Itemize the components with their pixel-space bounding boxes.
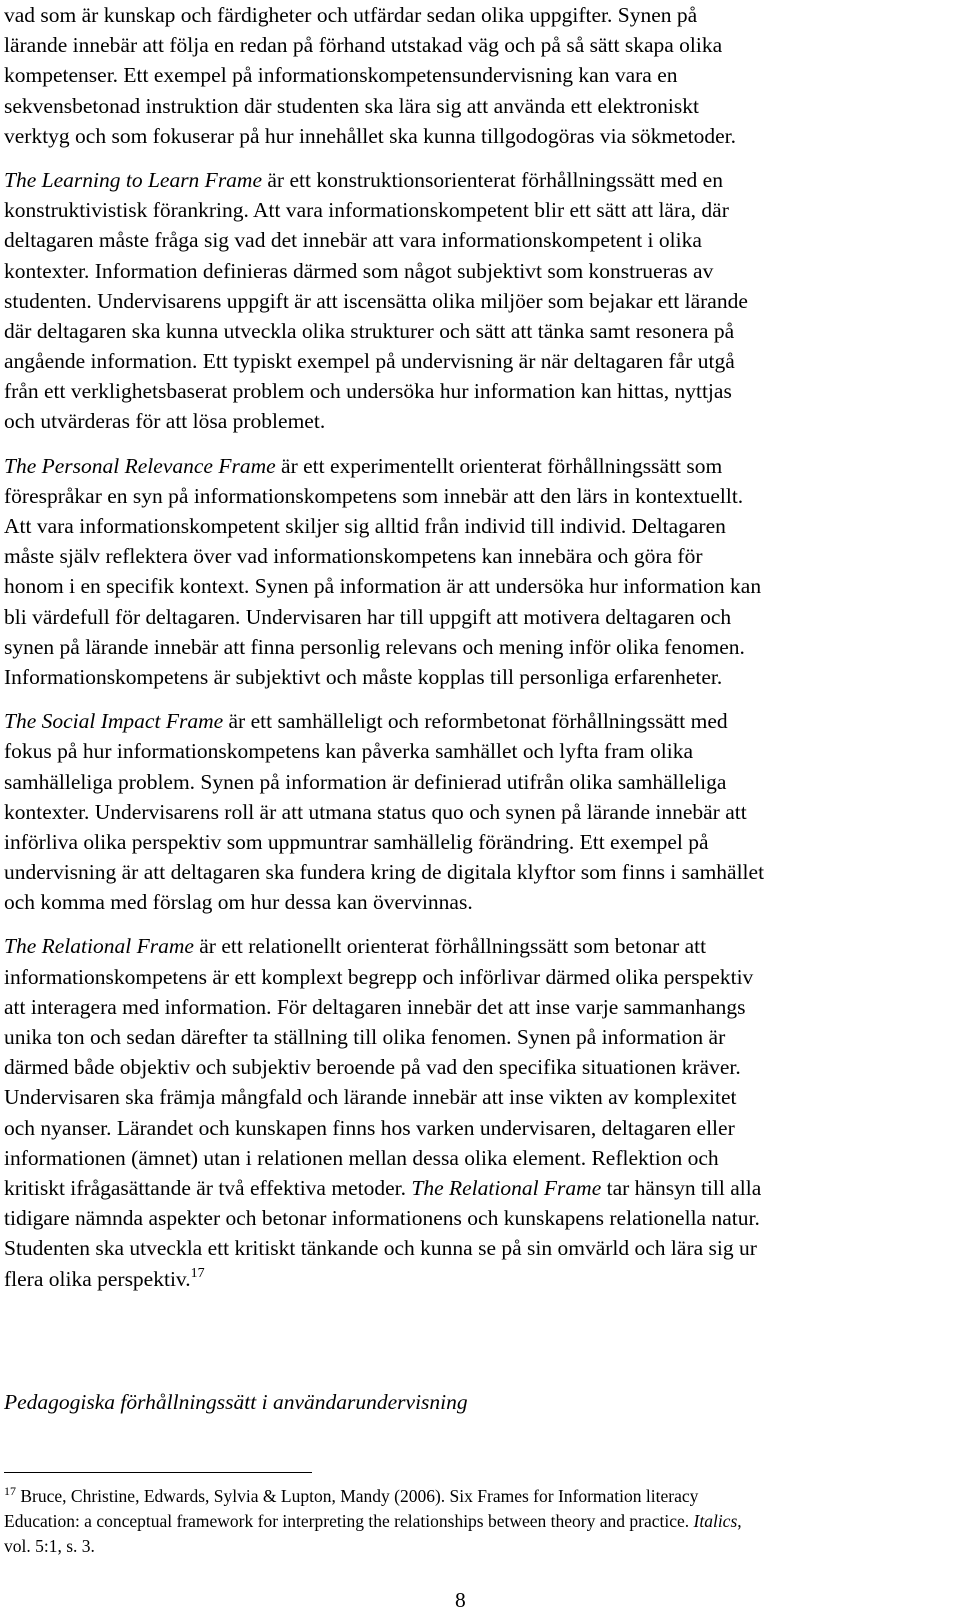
text-line: kontexter. Information definieras därmed som något subjektivt som konstrueras av <box>4 258 714 283</box>
text-line: där deltagaren ska kunna utveckla olika strukturer och sätt att tänka samt resonera på <box>4 318 735 343</box>
text-line: Undervisaren ska främja mångfald och lärande innebär att inse vikten av komplexitet <box>4 1085 737 1110</box>
paragraph-relational: The Relational Frame är ett relationellt orienterat förhållningssätt som betonar att <box>4 934 707 959</box>
text-line: måste själv reflektera över vad informationskompetens kan innebära och göra för <box>4 544 703 569</box>
text-line: därmed både objektiv och subjektiv beroende på vad den specifika situationen kräver. <box>4 1055 741 1080</box>
text-line: införliva olika perspektiv som uppmuntrar samhällelig förändring. Ett exempel på <box>4 829 709 854</box>
footnote-line: $^{17}$ Bruce, Christine, Edwards, Sylvia & Lupton, Mandy (2006). Six Frames for Information literacy <box>4 1484 699 1506</box>
section-heading: Pedagogiska förhållningssätt i användarundervisning <box>4 1390 468 1414</box>
footnote-divider <box>4 1472 312 1473</box>
text-line: från ett verklighetsbaserat problem och undersöka hur information kan hittas, nyttjas <box>4 379 732 404</box>
page-number: 8 <box>455 1588 466 1612</box>
text-line: kritiskt ifrågasättande är två effektiva metoder. The Relational Frame tar hänsyn till alla <box>4 1175 762 1200</box>
text-line: fokus på hur informationskompetens kan påverka samhället och lyfta fram olika <box>4 739 693 764</box>
text-line: deltagaren måste fråga sig vad det innebär att vara informationskompetent i olika <box>4 228 702 253</box>
text-line: förespråkar en syn på informationskompetens som innebär att den lärs in kontextuellt. <box>4 483 744 508</box>
text-line: konstruktivistisk förankring. Att vara informationskompetent blir ett sätt att lära, där <box>4 198 729 223</box>
paragraph-social-impact: The Social Impact Frame är ett samhälleligt och reformbetonat förhållningssätt med <box>4 709 728 734</box>
frame-name: The Relational Frame <box>4 934 194 959</box>
footnote-line: vol. 5:1, s. 3. <box>4 1536 95 1556</box>
text-line: studenten. Undervisarens uppgift är att iscensätta olika miljöer som bejakar ett lärande <box>4 288 748 313</box>
text-line: sekvensbetonad instruktion där studenten ska lära sig att använda ett elektroniskt <box>4 93 699 118</box>
document-body <box>4 0 932 1294</box>
text-line: att interagera med information. För deltagaren innebär det att inse varje sammanhangs <box>4 994 746 1019</box>
text-line: tidigare nämnda aspekter och betonar informationens och kunskapens relationella natur. <box>4 1206 760 1231</box>
footnote-line: Education: a conceptual framework for interpreting the relationships between theory and practice. Italics, <box>4 1511 742 1531</box>
text-line: Att vara informationskompetent skiljer sig alltid från individ till individ. Deltagaren <box>4 514 726 538</box>
text-line: kontexter. Undervisarens roll är att utmana status quo och synen på lärande innebär att <box>4 799 747 824</box>
paragraph-learning-to-learn: The Learning to Learn Frame är ett konstruktionsorienterat förhållningssätt med en <box>4 167 723 192</box>
text-line: angående information. Ett typiskt exempel på undervisning är när deltagaren får utgå <box>4 349 735 374</box>
text-line: undervisning är att deltagaren ska fundera kring de digitala klyftor som finns i samhället <box>4 860 765 885</box>
journal-name: Italics <box>693 1511 738 1531</box>
footnote <box>4 1484 944 1559</box>
text-line: informationskompetens är ett komplext begrepp och införlivar därmed olika perspektiv <box>4 964 754 989</box>
frame-name: The Social Impact Frame <box>4 709 224 734</box>
text-line: och komma med förslag om hur dessa kan övervinnas. <box>4 890 473 915</box>
text-line: samhälleliga problem. Synen på information är definierad utifrån olika samhälleliga <box>4 769 727 794</box>
text-line: honom i en specifik kontext. Synen på information är att undersöka hur information kan <box>4 574 762 599</box>
text-line: flera olika perspektiv.$^{17}$ <box>4 1265 205 1291</box>
text-line: och nyanser. Lärandet och kunskapen finns hos varken undervisaren, deltagaren eller <box>4 1115 735 1140</box>
paragraph-personal-relevance: The Personal Relevance Frame är ett experimentellt orienterat förhållningssätt som <box>4 453 723 478</box>
text-line: Studenten ska utveckla ett kritiskt tänkande och kunna se på sin omvärld och lära sig ur <box>4 1236 757 1261</box>
text-line: bli värdefull för deltagaren. Undervisaren har till uppgift att motivera deltagaren och <box>4 604 732 629</box>
text-line: kompetenser. Ett exempel på informationskompetensundervisning kan vara en <box>4 63 678 88</box>
text-line: verktyg och som fokuserar på hur innehållet ska kunna tillgodogöras via sökmetoder. <box>4 123 737 148</box>
frame-name: The Learning to Learn Frame <box>4 167 262 192</box>
frame-name: The Personal Relevance Frame <box>4 453 276 478</box>
text-line: vad som är kunskap och färdigheter och utfärdar sedan olika uppgifter. Synen på <box>4 3 698 27</box>
text-line: unika ton och sedan därefter ta ställning till olika fenomen. Synen på information är <box>4 1025 726 1049</box>
text-line: synen på lärande innebär att finna personlig relevans och mening inför olika fenomen. <box>4 634 745 659</box>
text-line: och utvärderas för att lösa problemet. <box>4 409 326 434</box>
text-line: Informationskompetens är subjektivt och måste kopplas till personliga erfarenheter. <box>4 664 723 689</box>
footnote-number: 17 <box>4 1484 16 1498</box>
text-line: lärande innebär att följa en redan på förhand utstakad väg och på så sätt skapa olika <box>4 33 723 58</box>
footnote-marker: 17 <box>190 1265 205 1281</box>
text-line: informationen (ämnet) utan i relationen mellan dessa olika element. Reflektion och <box>4 1145 719 1170</box>
frame-name: The Relational Frame <box>411 1175 602 1200</box>
